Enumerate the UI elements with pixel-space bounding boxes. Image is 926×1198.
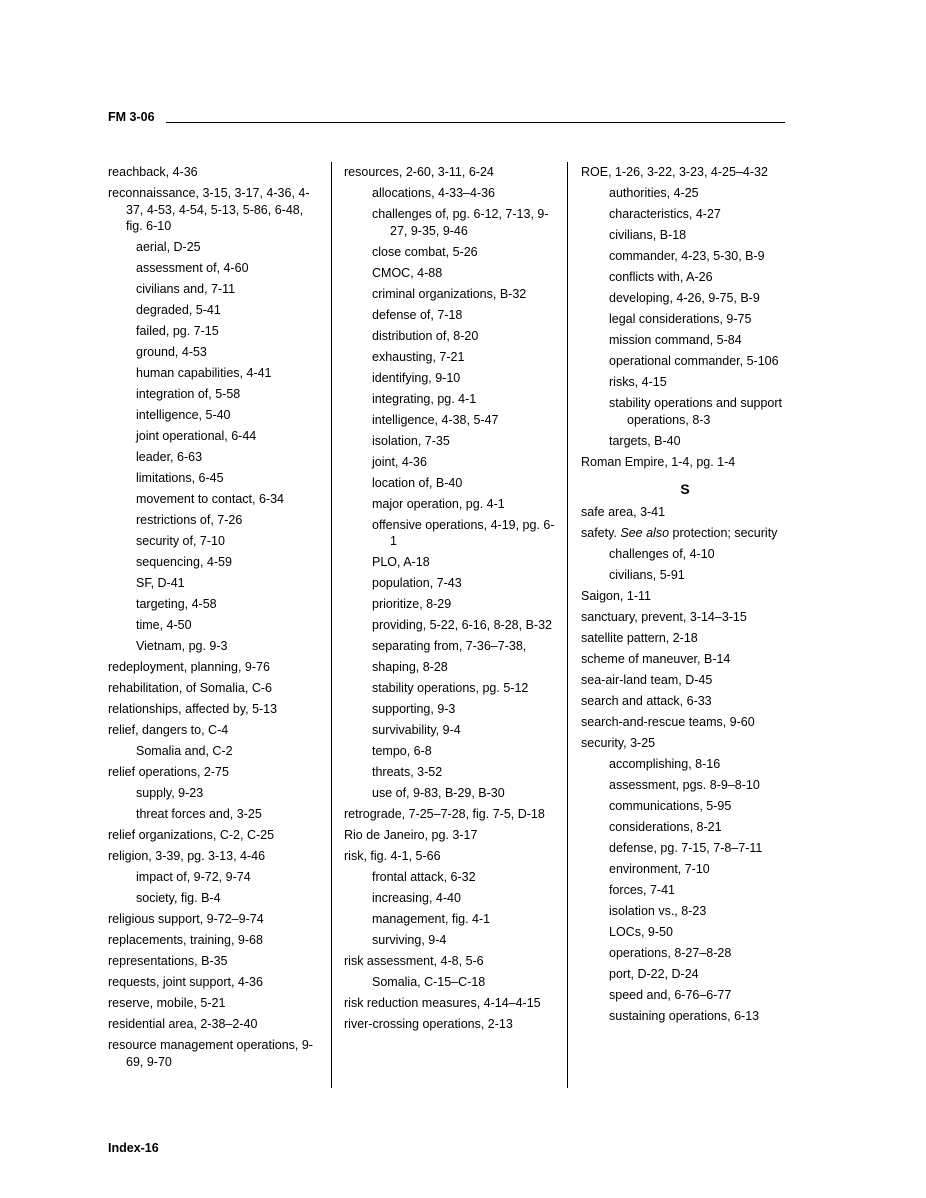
index-subentry: close combat, 5-26 [372,244,478,259]
index-subentry: ground, 4-53 [136,345,207,359]
index-subentry: frontal attack, 6-32 [372,870,476,884]
index-subentry: targets, B-40 [609,433,681,448]
index-entry: search-and-rescue teams, 9-60 [581,715,755,729]
index-subentry: shaping, 8-28 [372,660,448,674]
entry-text: safety. [581,526,621,540]
index-subentry: intelligence, 4-38, 5-47 [372,412,499,427]
index-subentry: operational commander, 5-106 [609,354,779,368]
header-rule [166,122,785,123]
index-subentry: integrating, pg. 4-1 [372,391,477,406]
index-subentry: stability operations, pg. 5-12 [372,681,529,695]
index-subentry: speed and, 6-76–6-77 [609,988,732,1002]
page-number: Index-16 [108,1141,159,1155]
index-entry: relief, dangers to, C-4 [108,723,229,737]
index-subentry: Somalia, C-15–C-18 [372,975,486,989]
index-entry: reserve, mobile, 5-21 [108,996,226,1010]
index-entry: sea-air-land team, D-45 [581,673,713,687]
index-subentry: restrictions of, 7-26 [136,513,243,527]
index-column-2 [344,164,559,1037]
index-subentry: failed, pg. 7-15 [136,324,219,338]
index-subentry: Somalia and, C-2 [136,744,233,758]
index-subentry: stability operations and support operations, 8-3 [609,396,783,427]
index-subentry: LOCs, 9-50 [609,925,673,939]
index-subentry: sequencing, 4-59 [136,555,232,569]
index-entry: resource management operations, 9-69, 9-70 [108,1038,313,1069]
index-subentry: offensive operations, 4-19, pg. 6-1 [372,517,555,548]
index-subentry: integration of, 5-58 [136,387,241,401]
index-subentry: targeting, 4-58 [136,597,217,611]
index-subentry: joint operational, 6-44 [136,429,257,443]
index-subentry: port, D-22, D-24 [609,967,699,981]
index-entry: resources, 2-60, 3-11, 6-24 [344,165,494,179]
index-entry: replacements, training, 9-68 [108,933,263,947]
index-entry: Roman Empire, 1-4, pg. 1-4 [581,454,736,469]
index-subentry: providing, 5-22, 6-16, 8-28, B-32 [372,618,552,632]
index-subentry: major operation, pg. 4-1 [372,496,505,511]
column-divider [567,162,568,1088]
entry-text: protection; security [669,526,778,540]
index-subentry: civilians, B-18 [609,228,687,242]
index-subentry: forces, 7-41 [609,883,676,897]
index-subentry: communications, 5-95 [609,799,732,813]
manual-title: FM 3-06 [108,110,155,124]
index-subentry: sustaining operations, 6-13 [609,1009,760,1023]
index-subentry: management, fig. 4-1 [372,912,491,926]
index-column-3 [581,164,789,1029]
index-subentry: survivability, 9-4 [372,723,461,737]
index-entry: relief operations, 2-75 [108,765,229,779]
index-subentry: identifying, 9-10 [372,370,461,385]
index-subentry: conflicts with, A-26 [609,270,713,284]
index-subentry: intelligence, 5-40 [136,408,231,422]
index-entry: security, 3-25 [581,736,656,750]
index-subentry: population, 7-43 [372,576,462,590]
column-divider [331,162,332,1088]
index-subentry: assessment, pgs. 8-9–8-10 [609,778,760,792]
index-entry: sanctuary, prevent, 3-14–3-15 [581,610,747,624]
index-entry: religion, 3-39, pg. 3-13, 4-46 [108,849,266,863]
index-subentry: legal considerations, 9-75 [609,312,752,326]
index-subentry: commander, 4-23, 5-30, B-9 [609,249,765,263]
index-entry: river-crossing operations, 2-13 [344,1017,513,1031]
index-subentry: leader, 6-63 [136,450,203,464]
index-entry: reconnaissance, 3-15, 3-17, 4-36, 4-37, 4-53, 4-54, 5-13, 5-86, 6-48, fig. 6-10 [108,186,310,233]
index-entry: retrograde, 7-25–7-28, fig. 7-5, D-18 [344,807,545,821]
section-letter: S [680,481,690,497]
index-entry: satellite pattern, 2-18 [581,631,698,645]
index-entry: relationships, affected by, 5-13 [108,702,278,716]
index-subentry: civilians and, 7-11 [136,282,236,296]
index-subentry: challenges of, 4-10 [609,547,715,561]
index-column-1 [108,164,323,1075]
index-subentry: location of, B-40 [372,475,463,490]
index-entry: risk assessment, 4-8, 5-6 [344,954,484,968]
index-entry [581,525,789,542]
index-subentry: Vietnam, pg. 9-3 [136,639,228,653]
index-subentry: exhausting, 7-21 [372,349,465,364]
index-subentry: defense, pg. 7-15, 7-8–7-11 [609,841,763,855]
index-subentry: increasing, 4-40 [372,891,461,905]
index-entry: rehabilitation, of Somalia, C-6 [108,681,272,695]
index-subentry: supporting, 9-3 [372,702,456,716]
index-entry: risk reduction measures, 4-14–4-15 [344,996,541,1010]
index-subentry: impact of, 9-72, 9-74 [136,870,251,884]
index-entry: religious support, 9-72–9-74 [108,912,264,926]
index-subentry: prioritize, 8-29 [372,597,452,611]
index-subentry: threats, 3-52 [372,765,443,779]
index-entry: representations, B-35 [108,954,228,968]
cross-reference: See also [620,526,670,540]
index-subentry: mission command, 5-84 [609,333,742,347]
index-subentry: tempo, 6-8 [372,744,432,758]
index-subentry: threat forces and, 3-25 [136,807,262,821]
index-entry: safe area, 3-41 [581,505,666,519]
index-subentry: surviving, 9-4 [372,933,447,947]
index-entry: scheme of maneuver, B-14 [581,652,731,666]
index-subentry: operations, 8-27–8-28 [609,946,732,960]
index-subentry: considerations, 8-21 [609,820,722,834]
index-subentry: society, fig. B-4 [136,891,221,905]
index-subentry: limitations, 6-45 [136,471,224,485]
index-subentry: assessment of, 4-60 [136,261,249,275]
index-entry: relief organizations, C-2, C-25 [108,828,275,842]
index-entry: Saigon, 1-11 [581,589,651,603]
index-subentry: separating from, 7-36–7-38, [372,639,527,653]
index-entry: ROE, 1-26, 3-22, 3-23, 4-25–4-32 [581,165,768,179]
index-subentry: isolation, 7-35 [372,433,450,448]
index-subentry: human capabilities, 4-41 [136,366,272,380]
index-subentry: distribution of, 8-20 [372,328,479,343]
index-subentry: characteristics, 4-27 [609,207,721,221]
index-subentry: joint, 4-36 [372,454,427,469]
index-subentry: authorities, 4-25 [609,186,699,200]
index-subentry: allocations, 4-33–4-36 [372,186,495,200]
index-subentry: CMOC, 4-88 [372,265,443,280]
index-entry: reachback, 4-36 [108,165,198,179]
index-subentry: challenges of, pg. 6-12, 7-13, 9-27, 9-35, 9-46 [372,207,549,238]
index-entry: redeployment, planning, 9-76 [108,660,270,674]
index-subentry: accomplishing, 8-16 [609,757,721,771]
index-subentry: supply, 9-23 [136,786,204,800]
index-entry: requests, joint support, 4-36 [108,975,263,989]
index-entry: search and attack, 6-33 [581,694,712,708]
index-subentry: criminal organizations, B-32 [372,286,527,301]
index-subentry: security of, 7-10 [136,534,225,548]
index-entry: risk, fig. 4-1, 5-66 [344,849,441,863]
index-subentry: environment, 7-10 [609,862,710,876]
index-subentry: movement to contact, 6-34 [136,492,284,506]
index-subentry: civilians, 5-91 [609,568,685,582]
index-subentry: aerial, D-25 [136,240,201,254]
index-entry: Rio de Janeiro, pg. 3-17 [344,828,478,842]
index-entry: residential area, 2-38–2-40 [108,1017,258,1031]
index-subentry: developing, 4-26, 9-75, B-9 [609,291,760,305]
index-subentry: SF, D-41 [136,576,185,590]
index-subentry: risks, 4-15 [609,375,667,389]
index-subentry: time, 4-50 [136,618,192,632]
index-subentry: isolation vs., 8-23 [609,904,707,918]
index-subentry: degraded, 5-41 [136,303,221,317]
index-subentry: use of, 9-83, B-29, B-30 [372,786,505,800]
index-subentry: defense of, 7-18 [372,307,463,322]
page-header [108,109,785,125]
index-subentry: PLO, A-18 [372,555,430,569]
